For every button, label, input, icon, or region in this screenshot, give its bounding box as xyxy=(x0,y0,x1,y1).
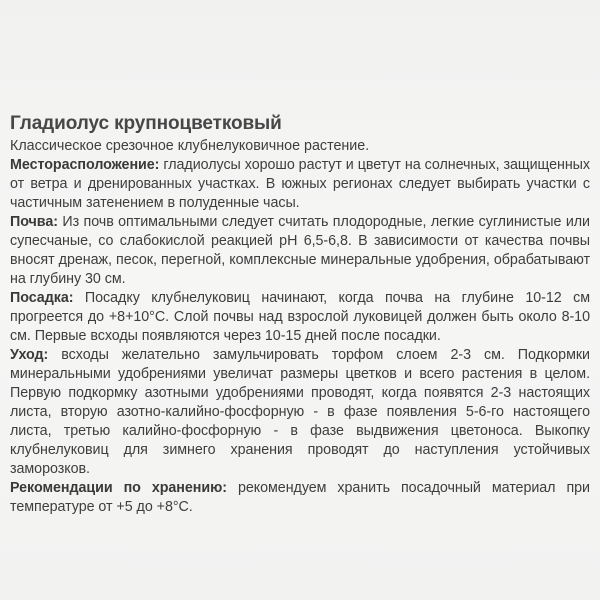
section-soil-heading: Почва: xyxy=(10,214,58,230)
section-storage-heading: Рекомендации по хранению: xyxy=(10,480,227,496)
section-location-heading: Месторасположение: xyxy=(10,157,160,173)
section-care-heading: Уход: xyxy=(10,347,49,363)
section-storage-text: рекомендуем хранить посадочный материал при температуре от +5 до +8°С. xyxy=(10,480,590,515)
product-subtitle: Классическое срезочное клубнелуковичное растение. xyxy=(10,138,370,154)
section-planting-text: Посадку клубнелуковиц начинают, когда почва на глубине 10-12 см прогреется до +8+10°С. Слой почвы над взрослой луковицей должен быть около 8-10 см. Первые всходы появляются через 10-15 дней после посадки. xyxy=(10,290,590,344)
section-planting xyxy=(10,289,590,346)
section-storage xyxy=(10,479,590,517)
section-planting-heading: Посадка: xyxy=(10,290,74,306)
section-soil-text: Из почв оптимальными следует считать плодородные, легкие суглинистые или супесчаные, со слабокислой реакцией pH 6,5-6,8. В зависимости от качества почвы вносят дренаж, песок, перегной, комплексные минеральные удобрения, обрабатывают на глубину 30 см. xyxy=(10,214,590,287)
product-title: Гладиолус крупноцветковый xyxy=(10,113,282,134)
section-care-text: всходы желательно замульчировать торфом слоем 2-3 см. Подкормки минеральными удобрениями увеличат размеры цветков и всего растения в целом. Первую подкормку азотными удобрениями проводят, когда появятся 2-3 настоящих листа, вторую азотно-калийно-фосфорную - в фазе появления 5-6-го настоящего листа, третью калийно-фосфорную - в фазе выдвижения цветоноса. Выкопку клубнелуковиц для зимнего хранения проводят до наступления устойчивых заморозков. xyxy=(10,347,590,477)
section-care xyxy=(10,346,590,479)
section-location-text: гладиолусы хорошо растут и цветут на солнечных, защищенных от ветра и дренированных участках. В южных регионах следует выбирать участки с частичным затенением в полуденные часы. xyxy=(10,157,590,211)
product-label xyxy=(10,113,590,517)
section-location xyxy=(10,156,590,213)
section-soil xyxy=(10,213,590,289)
